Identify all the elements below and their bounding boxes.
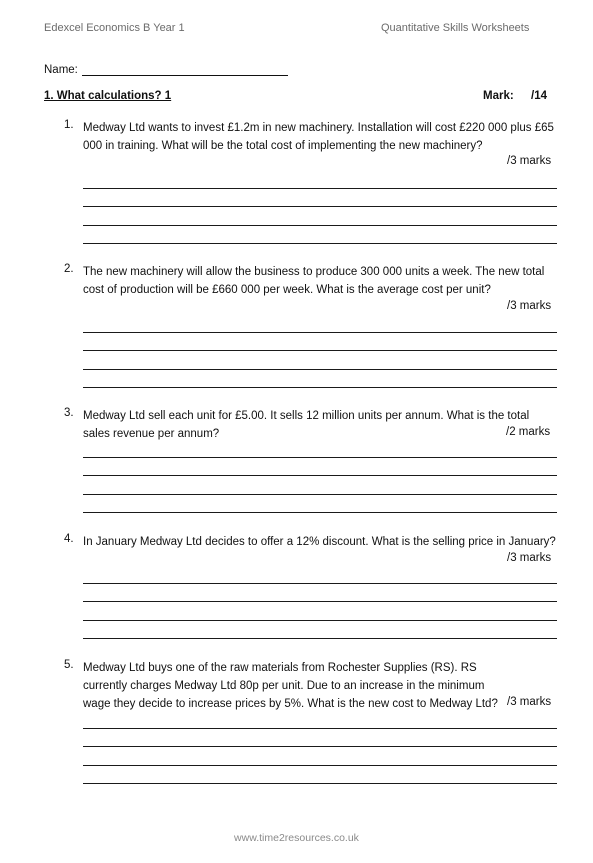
question-number: 1. [64, 119, 74, 131]
question-marks: /3 marks [507, 552, 552, 564]
question-marks: /3 marks [507, 155, 552, 167]
name-field[interactable] [82, 63, 288, 76]
question-number: 5. [64, 659, 74, 671]
answer-line[interactable] [83, 439, 557, 458]
answer-line[interactable] [83, 207, 557, 226]
question-marks: /2 marks [506, 426, 551, 438]
answer-line[interactable] [83, 729, 557, 748]
section-title: 1. What calculations? 1 [44, 90, 172, 102]
answer-line[interactable] [83, 621, 557, 640]
answer-line[interactable] [83, 766, 557, 785]
answer-line[interactable] [83, 189, 557, 208]
answer-lines [83, 314, 557, 388]
question-text: Medway Ltd wants to invest £1.2m in new machinery. Installation will cost £220 000 plus £65 000 in training. What will be the total cost of implementing the new machinery? [83, 122, 554, 152]
footer-website: www.time2resources.co.uk [234, 832, 359, 844]
answer-line[interactable] [83, 314, 557, 333]
answer-line[interactable] [83, 351, 557, 370]
question-text: Medway Ltd buys one of the raw materials from Rochester Supplies (RS). RS currently charges Medway Ltd 80p per unit. Due to an increase in the minimum wage they decide to increase prices by 5%. What is the new cost to Medway Ltd? [83, 662, 498, 710]
question-number: 4. [64, 533, 74, 545]
header-worksheet-title: Quantitative Skills Worksheets [381, 22, 530, 34]
answer-line[interactable] [83, 584, 557, 603]
answer-line[interactable] [83, 602, 557, 621]
answer-lines [83, 439, 557, 513]
answer-line[interactable] [83, 458, 557, 477]
question-marks: /3 marks [507, 300, 552, 312]
answer-lines [83, 565, 557, 639]
mark-total: /14 [531, 90, 547, 102]
answer-line[interactable] [83, 747, 557, 766]
question-number: 2. [64, 263, 74, 275]
answer-line[interactable] [83, 170, 557, 189]
header-course-title: Edexcel Economics B Year 1 [44, 22, 185, 34]
answer-line[interactable] [83, 476, 557, 495]
answer-line[interactable] [83, 565, 557, 584]
answer-lines [83, 710, 557, 784]
answer-line[interactable] [83, 370, 557, 389]
mark-label: Mark: [483, 90, 514, 102]
question-marks: /3 marks [507, 696, 552, 708]
name-label: Name: [44, 64, 78, 76]
name-row [44, 63, 288, 76]
answer-lines [83, 170, 557, 244]
answer-line[interactable] [83, 226, 557, 245]
answer-line[interactable] [83, 710, 557, 729]
question-number: 3. [64, 407, 74, 419]
answer-line[interactable] [83, 333, 557, 352]
answer-line[interactable] [83, 495, 557, 514]
question-text: In January Medway Ltd decides to offer a 12% discount. What is the selling price in January? [83, 536, 556, 548]
question-text: Medway Ltd sell each unit for £5.00. It sells 12 million units per annum. What is the total sales revenue per annum? [83, 410, 530, 440]
question-text: The new machinery will allow the business to produce 300 000 units a week. The new total cost of production will be £660 000 per week. What is the average cost per unit? [83, 266, 545, 296]
